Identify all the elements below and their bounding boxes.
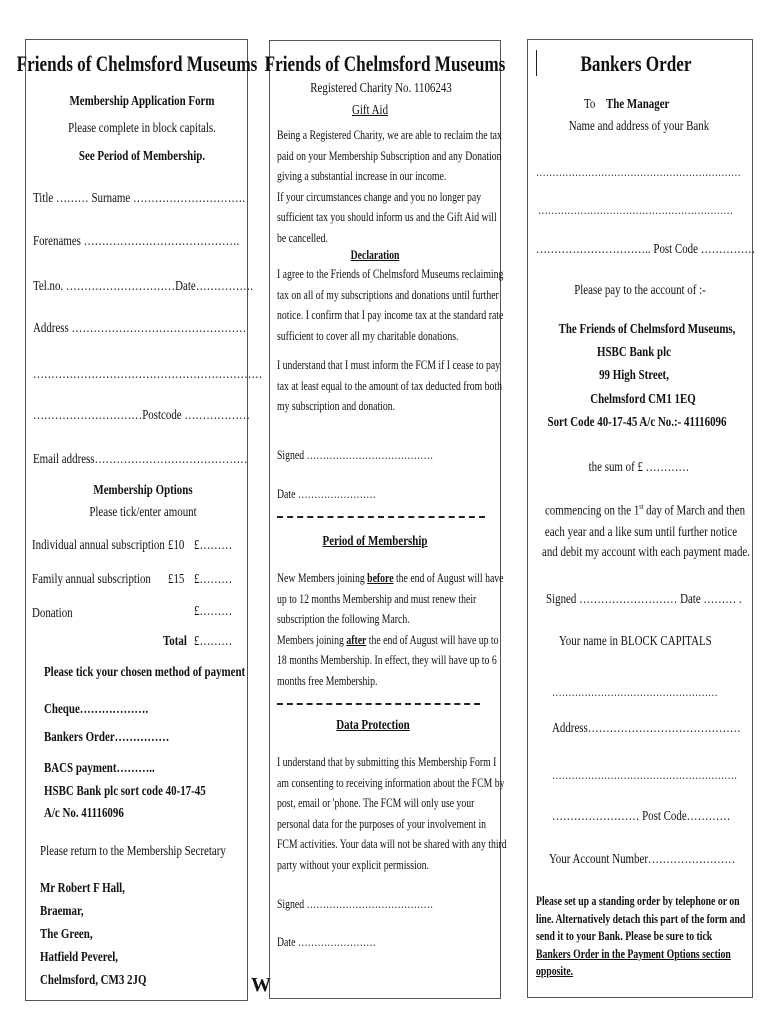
- data-protection-line: FCM activities. Your data will not be shared with any third: [277, 837, 507, 851]
- commencing-line: commencing on the 1st day of March and then: [544, 502, 746, 519]
- return-instruction: Please return to the Membership Secretary: [40, 844, 226, 859]
- name-field[interactable]: ……………………………………………: [552, 685, 718, 699]
- gift-aid-line: be cancelled.: [277, 230, 328, 245]
- standing-order-note: [536, 893, 745, 981]
- sum-field[interactable]: the sum of £ …………: [588, 460, 690, 475]
- account-street: 99 High Street,: [599, 368, 669, 383]
- data-protection-line: post, email or 'phone. The FCM will only use your: [277, 796, 475, 810]
- postcode-field[interactable]: …………………………Postcode ………………: [33, 408, 250, 423]
- declaration-heading: Declaration: [350, 248, 400, 262]
- individual-amount: £10: [168, 538, 185, 553]
- gift-aid-signed-field[interactable]: Signed …………………………………: [277, 448, 434, 462]
- donation-blank[interactable]: £………: [194, 604, 233, 619]
- bacs-account-number: A/c No. 41116096: [44, 806, 124, 821]
- data-protection-text: [277, 752, 507, 875]
- sort-code-account: Sort Code 40-17-45 A/c No.:- 41116096: [547, 415, 727, 430]
- address-field-bank[interactable]: Address……………………………………: [552, 721, 741, 736]
- instruction-text: Please complete in block capitals.: [68, 121, 216, 136]
- total-label: Total: [163, 634, 187, 649]
- bankers-order-title: Bankers Order: [580, 51, 692, 76]
- note-line: Please set up a standing order by telephone or on: [536, 894, 740, 908]
- gift-aid-line: giving a substantial increase in our income.: [277, 169, 447, 183]
- pay-to-label: Please pay to the account of :-: [574, 283, 706, 298]
- manager-label: The Manager: [606, 97, 670, 112]
- data-protection-heading: Data Protection: [336, 718, 410, 733]
- secretary-address-line: The Green,: [40, 927, 93, 942]
- account-bank: HSBC Bank plc: [596, 345, 672, 360]
- divider: [277, 516, 485, 518]
- bacs-bank-details: HSBC Bank plc sort code 40-17-45: [44, 784, 206, 799]
- declaration-text: [277, 264, 503, 346]
- data-protection-line: am consenting to receiving information about the FCM by: [277, 775, 505, 790]
- declaration-line: tax on all of my subscriptions and donations until further: [277, 287, 499, 302]
- note-line: send it to your Bank. Please be sure to tick: [536, 929, 713, 943]
- donation-label: Donation: [32, 606, 73, 621]
- forenames-field[interactable]: Forenames …………………………………….: [33, 234, 240, 249]
- secretary-address-line: Hatfield Peverel,: [40, 950, 119, 965]
- account-number-field[interactable]: Your Account Number……………………: [549, 852, 736, 867]
- gift-aid-line: paid on your Membership Subscription and any Donation: [277, 148, 502, 163]
- page-mark: W: [251, 974, 271, 996]
- middle-title: Friends of Chelmsford Museums: [264, 51, 506, 76]
- commencing-line: and debit my account with each payment made.: [541, 545, 751, 560]
- options-instruction: Please tick/enter amount: [89, 505, 197, 520]
- divider: [277, 703, 480, 705]
- commencing-line: each year and a like sum until further notice: [544, 525, 738, 540]
- bank-signed-date-field[interactable]: Signed ……………………… Date ……… .: [546, 592, 742, 607]
- tel-date-field[interactable]: Tel.no. …………………………Date…………….: [33, 279, 254, 294]
- bank-address-line-1[interactable]: ………………………………………………………: [536, 165, 741, 179]
- gift-aid-date-field[interactable]: Date ……………………: [277, 487, 376, 501]
- period-line: months free Membership.: [277, 673, 378, 688]
- period-line: 18 months Membership. In effect, they will have up to 6: [277, 653, 497, 667]
- family-label: Family annual subscription: [32, 572, 151, 587]
- secretary-address: [40, 877, 146, 992]
- understand-line: I understand that I must inform the FCM if I cease to pay: [277, 358, 501, 372]
- understand-text: [277, 355, 502, 417]
- bacs-option[interactable]: BACS payment………..: [44, 761, 155, 776]
- gift-aid-line: sufficient tax you should inform us and the Gift Aid will: [277, 210, 497, 224]
- gift-aid-text: [277, 125, 502, 248]
- see-period-text: See Period of Membership.: [78, 149, 206, 164]
- email-field[interactable]: Email address……………………………………: [33, 452, 248, 467]
- gift-aid-line: If your circumstances change and you no longer pay: [277, 189, 482, 204]
- secretary-address-line: Chelmsford, CM3 2JQ: [40, 973, 147, 988]
- family-amount: £15: [168, 572, 185, 587]
- understand-line: my subscription and donation.: [277, 399, 396, 413]
- address-line-field[interactable]: …………………………………………………: [552, 768, 738, 782]
- to-label: To: [584, 97, 596, 112]
- period-line: subscription the following March.: [277, 612, 410, 626]
- declaration-line: sufficient to cover all my charitable donations.: [277, 328, 459, 343]
- data-protection-line: personal data for the purposes of your involvement in: [277, 816, 487, 831]
- period-text: [277, 568, 503, 691]
- left-title: Friends of Chelmsford Museums: [16, 51, 258, 76]
- bank-name-address-label: Name and address of your Bank: [568, 119, 710, 134]
- family-blank[interactable]: £………: [194, 572, 233, 587]
- data-protection-line: party without your explicit permission.: [277, 857, 429, 872]
- payment-heading: Please tick your chosen method of payment: [44, 665, 246, 680]
- name-capitals-label: Your name in BLOCK CAPITALS: [559, 634, 712, 649]
- period-heading: Period of Membership: [322, 534, 428, 549]
- bank-address-line-2[interactable]: ……………………………………………………: [538, 203, 733, 217]
- charity-number: Registered Charity No. 1106243: [310, 81, 452, 96]
- individual-blank[interactable]: £………: [194, 538, 233, 553]
- bank-postcode-field[interactable]: ………………………….. Post Code ……………: [536, 242, 756, 257]
- data-signed-field[interactable]: Signed …………………………………: [277, 897, 434, 911]
- cut-line-marker: [536, 50, 537, 76]
- data-protection-line: I understand that by submitting this Membership Form I: [277, 755, 497, 769]
- options-heading: Membership Options: [93, 483, 193, 498]
- declaration-line: notice. I confirm that I pay income tax at the standard rate: [277, 308, 504, 322]
- title-surname-field[interactable]: Title ……… Surname ………………………….: [33, 191, 245, 206]
- account-town: Chelmsford CM1 1EQ: [590, 392, 696, 407]
- declaration-line: I agree to the Friends of Chelmsford Museums reclaiming: [277, 267, 504, 281]
- form-heading: Membership Application Form: [69, 94, 215, 109]
- note-line: opposite.: [536, 964, 574, 978]
- gift-aid-line: Being a Registered Charity, we are able to reclaim the tax: [277, 128, 502, 142]
- address-line-2-field[interactable]: ………………………………………………………: [33, 367, 263, 382]
- account-name: The Friends of Chelmsford Museums,: [558, 322, 736, 337]
- period-line: New Members joining before the end of August will have: [277, 571, 504, 585]
- note-line: line. Alternatively detach this part of the form and: [536, 911, 746, 926]
- bankers-order-option[interactable]: Bankers Order……………: [44, 730, 170, 745]
- secretary-address-line: Mr Robert F Hall,: [40, 881, 125, 896]
- address-field[interactable]: Address …………………………………………: [33, 321, 247, 336]
- period-line: Members joining after the end of August will have up to: [277, 632, 499, 647]
- note-line: Bankers Order in the Payment Options section: [536, 946, 731, 961]
- data-date-field[interactable]: Date ……………………: [277, 935, 376, 949]
- postcode-field-bank[interactable]: …………………… Post Code…………: [552, 809, 731, 824]
- secretary-address-line: Braemar,: [40, 904, 84, 919]
- period-line: up to 12 months Membership and must renew their: [277, 591, 477, 606]
- gift-aid-heading: Gift Aid: [351, 103, 389, 118]
- understand-line: tax at least equal to the amount of tax deducted from both: [277, 378, 502, 393]
- cheque-option[interactable]: Cheque……………….: [44, 702, 149, 717]
- individual-label: Individual annual subscription: [32, 538, 165, 553]
- total-blank[interactable]: £………: [194, 634, 233, 649]
